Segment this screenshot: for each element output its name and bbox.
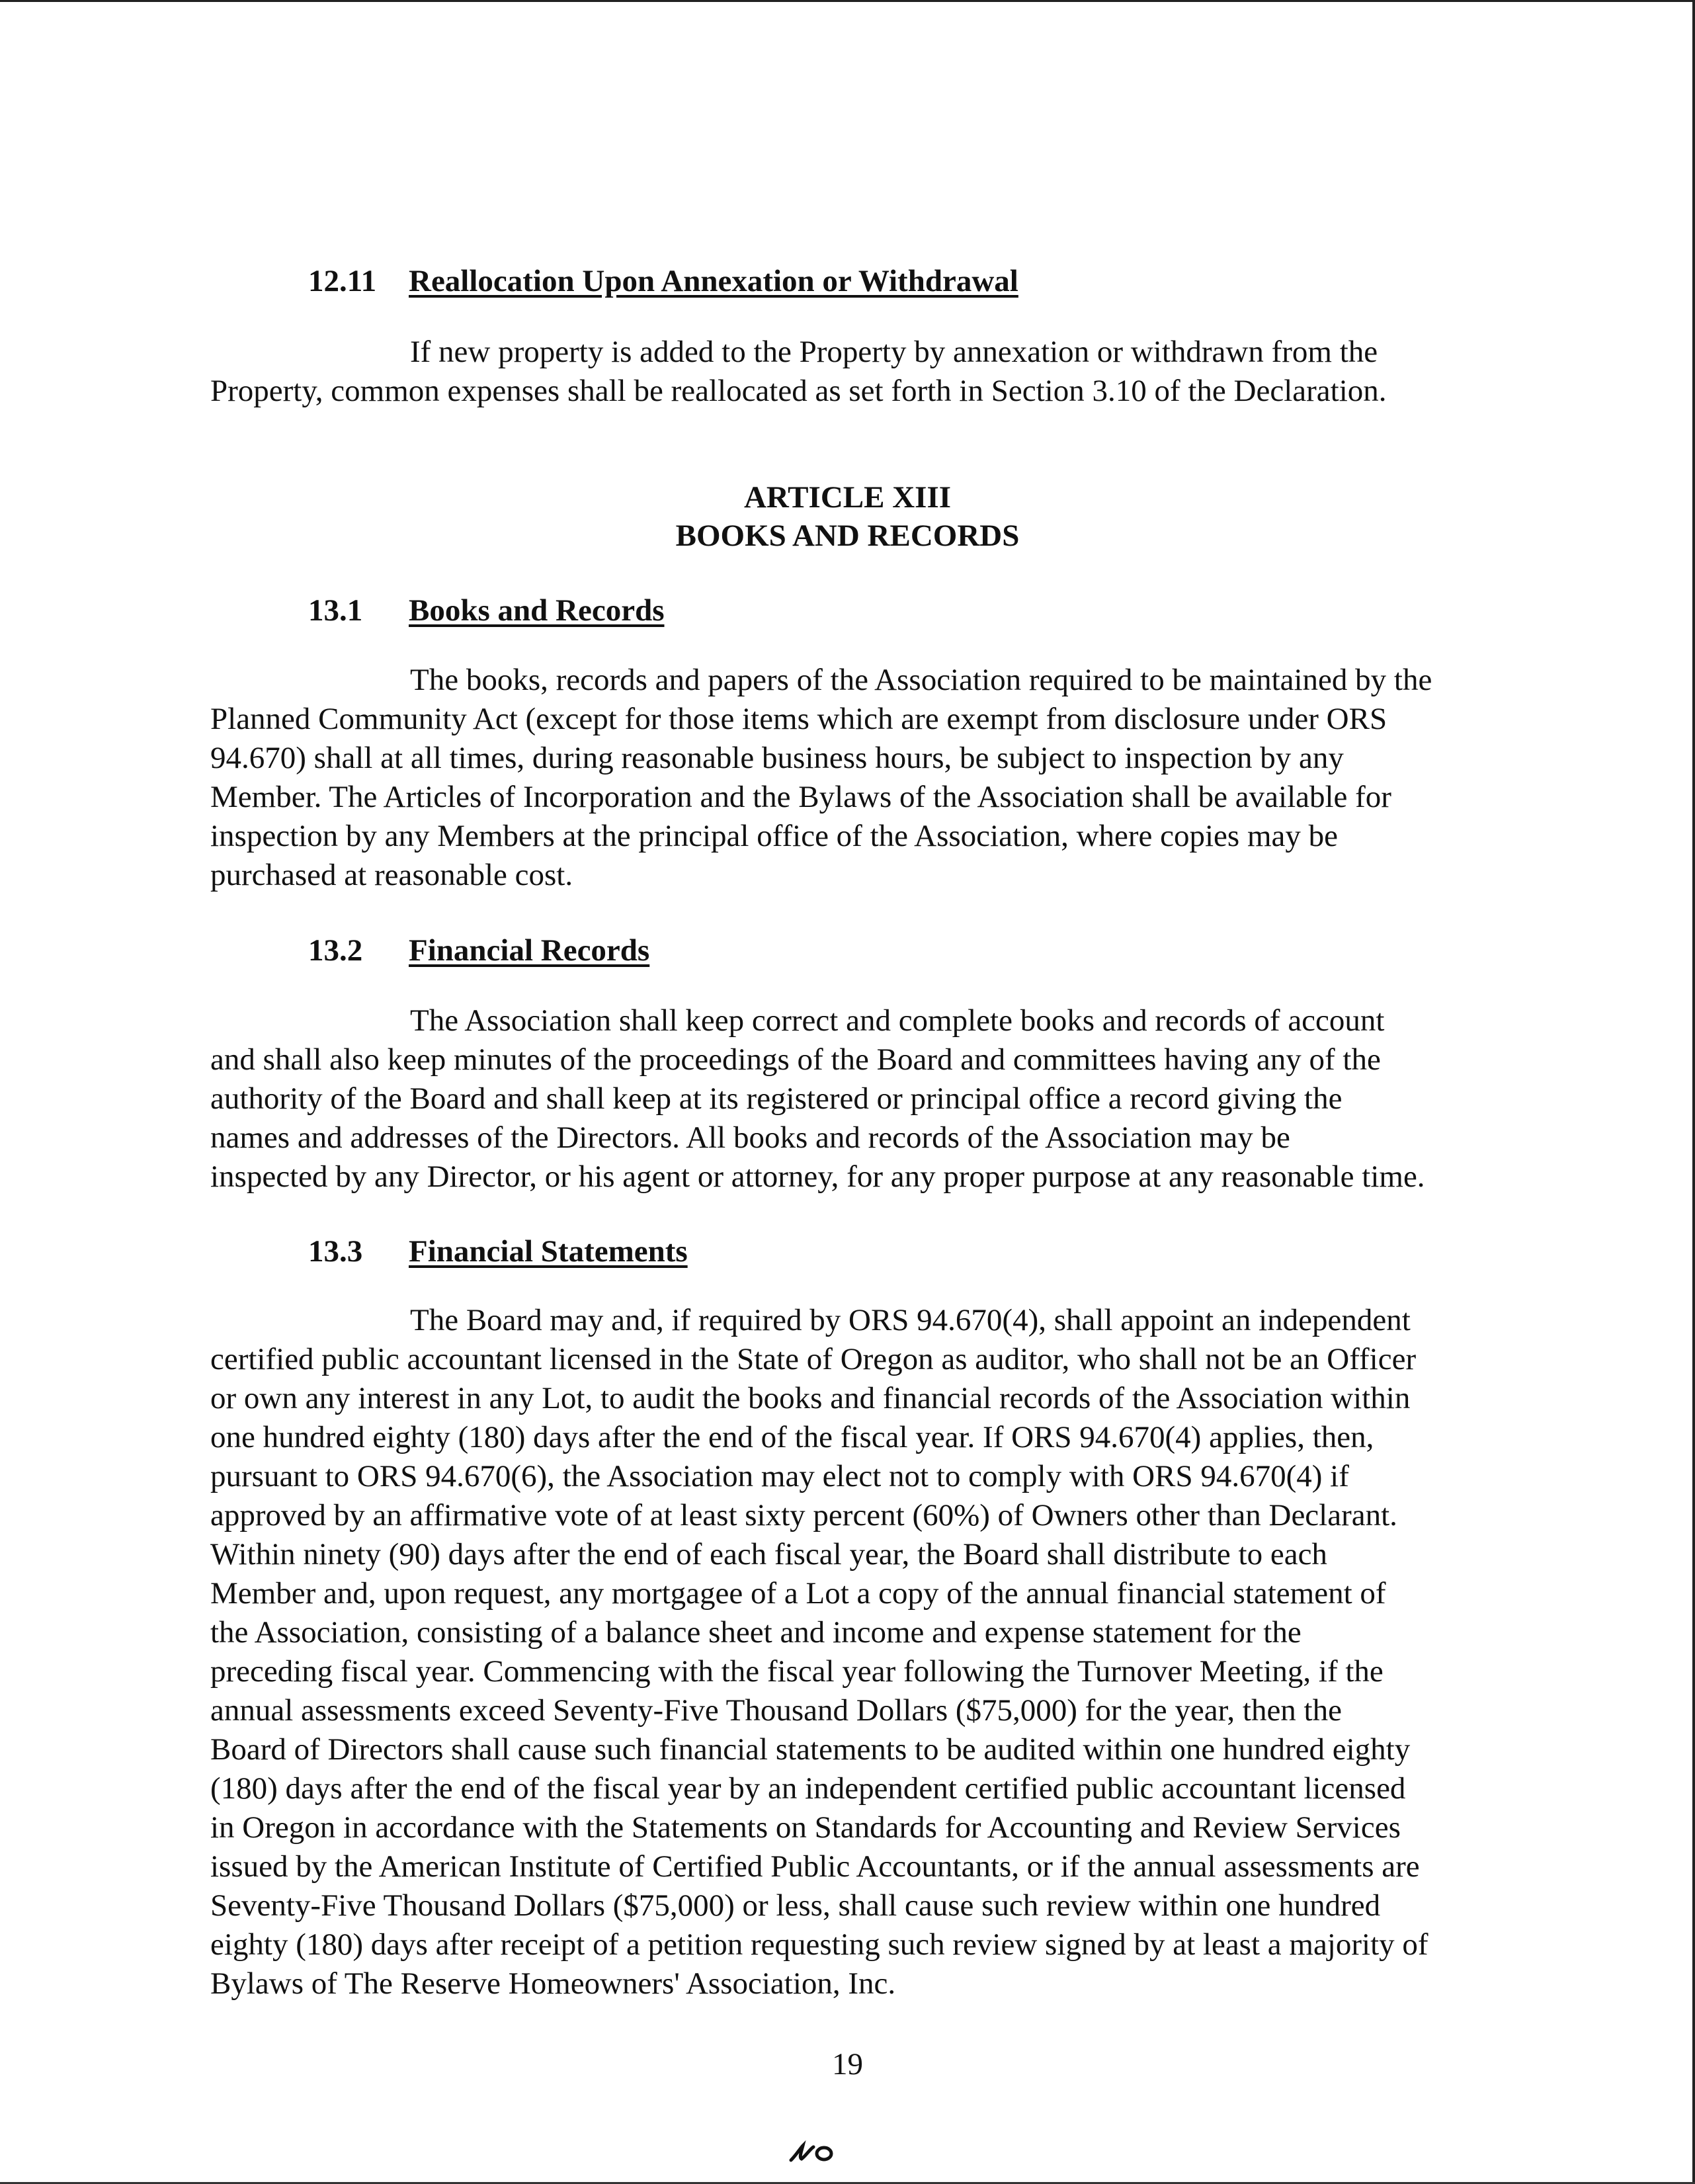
section-number: 12.11 xyxy=(308,264,377,298)
handwritten-number-drawing xyxy=(787,2140,840,2167)
paragraph-line: and shall also keep minutes of the proceedings of the Board and committees having any of the xyxy=(210,1042,1381,1077)
paragraph-line: inspected by any Director, or his agent or attorney, for any proper purpose at any reasonable time. xyxy=(210,1159,1425,1194)
paragraph-line: names and addresses of the Directors. All books and records of the Association may be xyxy=(210,1120,1290,1155)
section-title: Financial Records xyxy=(409,933,650,968)
paragraph-line: approved by an affirmative vote of at least sixty percent (60%) of Owners other than Declarant. xyxy=(210,1498,1397,1533)
section-title: Books and Records xyxy=(409,593,665,628)
handwritten-page-number xyxy=(787,2140,840,2170)
paragraph-line: one hundred eighty (180) days after the end of the fiscal year. If ORS 94.670(4) applies, then, xyxy=(210,1420,1374,1454)
paragraph-line: authority of the Board and shall keep at its registered or principal office a record giving the xyxy=(210,1081,1343,1116)
paragraph-line: issued by the American Institute of Certified Public Accountants, or if the annual assessments are xyxy=(210,1849,1420,1884)
section-title: Financial Statements xyxy=(409,1234,688,1269)
section-heading-12-11 xyxy=(308,263,1018,299)
paragraph-line: the Association, consisting of a balance sheet and income and expense statement for the xyxy=(210,1615,1302,1650)
article-number: ARTICLE XIII xyxy=(743,480,952,515)
section-title: Reallocation Upon Annexation or Withdrawal xyxy=(409,264,1018,298)
paragraph-line: purchased at reasonable cost. xyxy=(210,858,573,892)
paragraph-line: Bylaws of The Reserve Homeowners' Association, Inc. xyxy=(210,1966,896,2001)
paragraph-line: Member and, upon request, any mortgagee of a Lot a copy of the annual financial statement of xyxy=(210,1576,1386,1611)
section-number: 13.1 xyxy=(308,593,363,628)
scan-edge-right xyxy=(1692,0,1695,2184)
section-heading-13-3 xyxy=(308,1234,688,1269)
paragraph-line: (180) days after the end of the fiscal year by an independent certified public accountant licensed xyxy=(210,1771,1406,1806)
section-number: 13.2 xyxy=(308,933,363,968)
paragraph-line: Board of Directors shall cause such financial statements to be audited within one hundred eighty xyxy=(210,1732,1411,1767)
article-title: BOOKS AND RECORDS xyxy=(675,519,1020,553)
paragraph-line: If new property is added to the Property by annexation or withdrawn from the xyxy=(410,335,1378,369)
paragraph-line: preceding fiscal year. Commencing with the fiscal year following the Turnover Meeting, if the xyxy=(210,1654,1384,1689)
paragraph-line: in Oregon in accordance with the Statements on Standards for Accounting and Review Services xyxy=(210,1810,1401,1845)
paragraph-line: Planned Community Act (except for those items which are exempt from disclosure under ORS xyxy=(210,702,1387,736)
paragraph-line: pursuant to ORS 94.670(6), the Association may elect not to comply with ORS 94.670(4) if xyxy=(210,1459,1349,1493)
paragraph-line: The Association shall keep correct and complete books and records of account xyxy=(410,1003,1385,1038)
paragraph-line: or own any interest in any Lot, to audit the books and financial records of the Association within xyxy=(210,1381,1411,1415)
section-heading-13-1 xyxy=(308,593,665,628)
section-body-13-2 xyxy=(210,1001,1520,1197)
paragraph-line: certified public accountant licensed in the State of Oregon as auditor, who shall not be an Officer xyxy=(210,1342,1417,1376)
section-body-13-1 xyxy=(210,661,1520,895)
paragraph-line: 94.670) shall at all times, during reasonable business hours, be subject to inspection by any xyxy=(210,741,1344,775)
paragraph-line: Member. The Articles of Incorporation and the Bylaws of the Association shall be available for xyxy=(210,780,1391,814)
paragraph-line: Property, common expenses shall be reallocated as set forth in Section 3.10 of the Declaration. xyxy=(210,374,1387,408)
article-heading xyxy=(0,478,1695,555)
section-body-12-11 xyxy=(210,333,1520,411)
section-number: 13.3 xyxy=(308,1234,363,1269)
paragraph-line: Within ninety (90) days after the end of each fiscal year, the Board shall distribute to each xyxy=(210,1537,1327,1572)
paragraph-line: Seventy-Five Thousand Dollars ($75,000) or less, shall cause such review within one hundred xyxy=(210,1888,1381,1923)
paragraph-line: The books, records and papers of the Association required to be maintained by the xyxy=(410,663,1432,697)
paragraph-line: inspection by any Members at the principal office of the Association, where copies may be xyxy=(210,819,1338,853)
scan-edge-top xyxy=(0,0,1695,2)
paragraph-line: eighty (180) days after receipt of a petition requesting such review signed by at least a majority of xyxy=(210,1927,1428,1962)
page-number: 19 xyxy=(832,2047,863,2081)
paragraph-line: The Board may and, if required by ORS 94.670(4), shall appoint an independent xyxy=(410,1303,1411,1337)
section-body-13-3 xyxy=(210,1301,1520,2003)
paragraph-line: annual assessments exceed Seventy-Five Thousand Dollars ($75,000) for the year, then the xyxy=(210,1693,1342,1728)
section-heading-13-2 xyxy=(308,933,649,968)
